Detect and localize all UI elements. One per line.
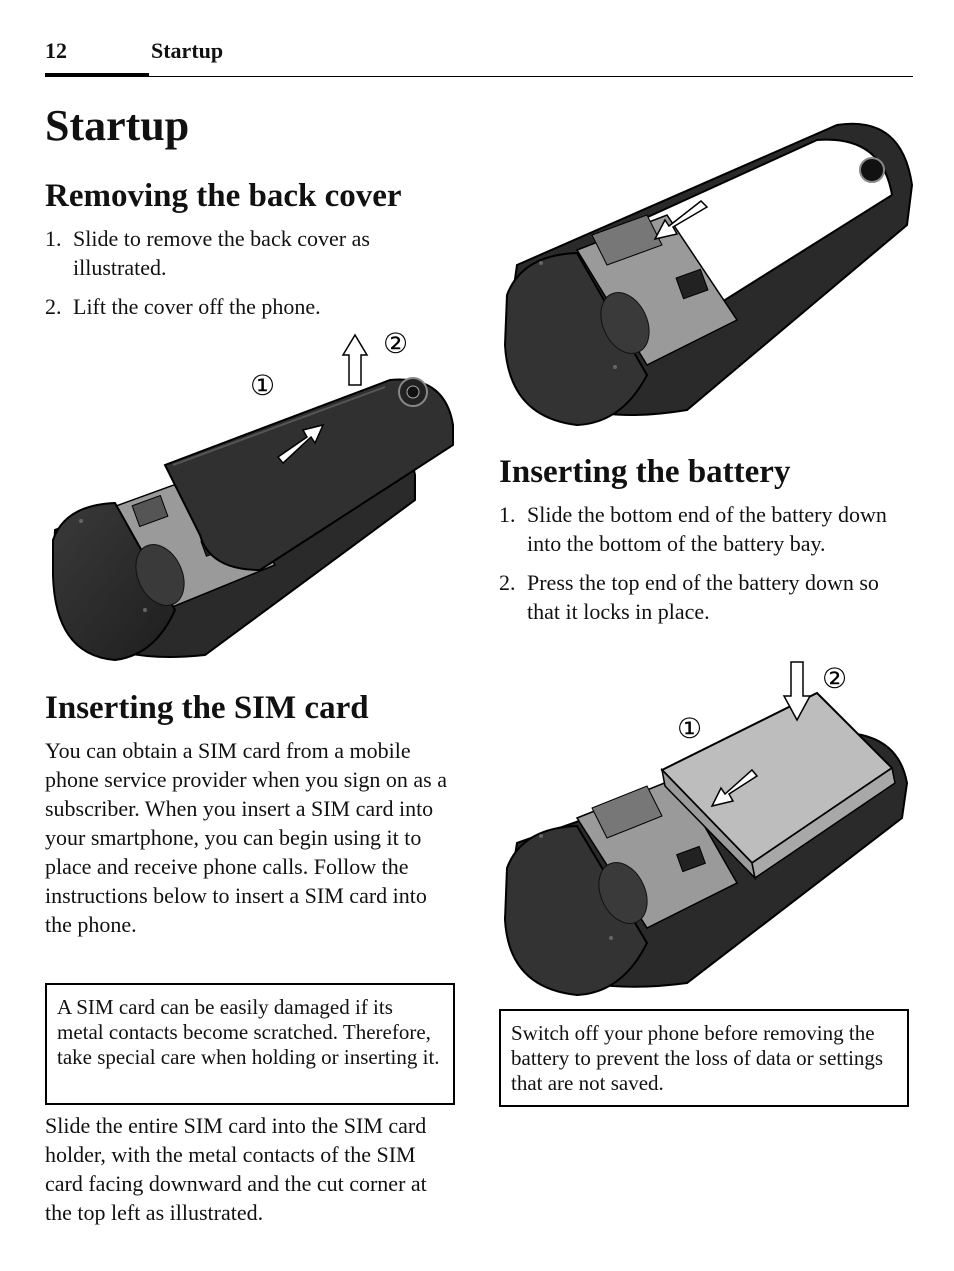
heading-sim: Inserting the SIM card: [45, 690, 369, 726]
back-cover-steps: [45, 224, 455, 321]
sim-note-text: A SIM card can be easily damaged if its metal contacts become scratched. Therefore, take special care when holding or inserting it.: [57, 995, 440, 1069]
sim-instruction: Slide the entire SIM card into the SIM card holder, with the metal contacts of the SIM card facing downward and the cut corner at the top left as illustrated.: [45, 1113, 427, 1225]
callout-2: ②: [383, 327, 409, 360]
figure-insert-battery: [497, 658, 917, 998]
sim-note-rule: [45, 1103, 455, 1105]
heading-battery: Inserting the battery: [499, 454, 791, 490]
page-title: Startup: [45, 101, 190, 150]
callout-2: ②: [822, 662, 848, 695]
battery-note-text: Switch off your phone before removing the battery to prevent the loss of data or settings that are not saved.: [511, 1021, 884, 1095]
step-item: 2. Press the top end of the battery down so that it locks in place.: [499, 570, 879, 624]
callout-1: ①: [250, 369, 276, 402]
running-header: Startup: [151, 38, 224, 63]
figure-remove-back-cover: [45, 325, 460, 665]
sim-intro: You can obtain a SIM card from a mobile phone service provider when you sign on as a subscriber. When you insert a SIM card into your smartphone, you can begin using it to place and receive phone calls. Follow the instructions below to insert a SIM card into the phone.: [45, 738, 448, 937]
header-rule: [45, 76, 913, 77]
step-item: 1. Slide to remove the back cover as illustrated.: [45, 226, 370, 280]
step-item: 1. Slide the bottom end of the battery down into the bottom of the battery bay.: [499, 502, 887, 556]
section-back-cover: [45, 176, 455, 331]
callout-1: ①: [677, 712, 703, 745]
section-battery: [499, 452, 909, 636]
battery-steps: [499, 500, 909, 626]
sim-note-box: [45, 983, 455, 1105]
heading-back-cover: Removing the back cover: [45, 178, 402, 214]
page-number: 12: [45, 38, 67, 63]
step-item: 2. Lift the cover off the phone.: [45, 294, 321, 319]
figure-insert-sim: [497, 105, 917, 430]
section-sim: [45, 688, 457, 939]
battery-note-box: [499, 1009, 909, 1107]
